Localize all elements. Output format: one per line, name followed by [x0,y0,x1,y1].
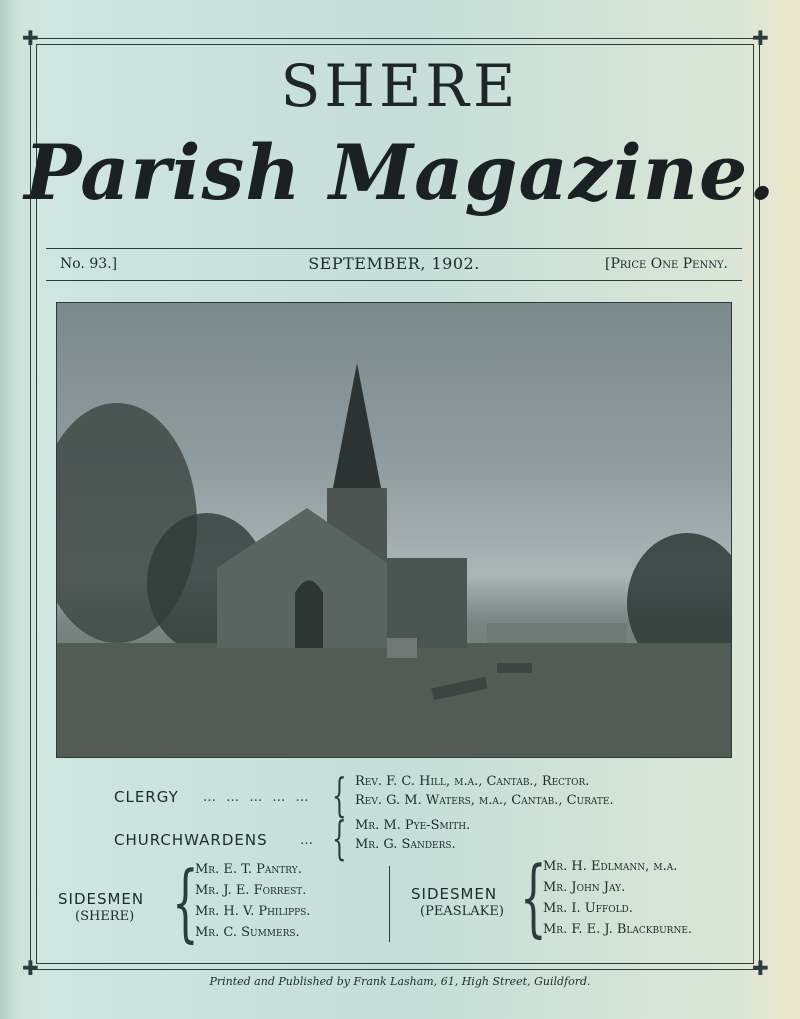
brace-icon: { [172,853,199,951]
clergy-name: Rev. G. M. Waters, m.a., Cantab., Curate. [355,793,614,808]
sidesman-name: Mr. J. E. Forrest. [195,883,307,898]
leader-dots: … … … … … [203,790,312,805]
sidesman-name: Mr. H. V. Philipps. [195,904,311,919]
sidesman-name: Mr. H. Edlmann, m.a. [543,859,678,874]
corner-ornament-icon: ✚ [752,956,769,980]
issue-info [46,252,742,278]
leader-dots: … [300,833,316,848]
clergy-label: CLERGY [114,788,179,806]
masthead-shere: SHERE [280,52,520,120]
church-illustration [57,303,731,757]
masthead-title: Parish Magazine. [24,128,776,217]
corner-ornament-icon: ✚ [22,956,39,980]
column-divider [389,866,390,942]
sidesmen-shere-label: SIDESMEN [58,890,145,908]
issue-date: SEPTEMBER, 1902. [308,254,480,273]
church-photograph [56,302,732,758]
divider [46,280,742,281]
sidesman-name: Mr. John Jay. [543,880,626,895]
brace-icon: { [520,848,547,946]
sidesmen-peaslake-location: (PEASLAKE) [420,904,504,919]
brace-icon: { [332,811,347,865]
churchwarden-name: Mr. G. Sanders. [355,837,456,852]
corner-ornament-icon: ✚ [752,26,769,50]
brace-icon: { [332,768,347,822]
issue-number: No. 93.] [60,256,118,272]
sidesman-name: Mr. F. E. J. Blackburne. [543,922,693,937]
sidesman-name: Mr. I. Uffold. [543,901,633,916]
sidesman-name: Mr. E. T. Pantry. [195,862,302,877]
churchwardens-label: CHURCHWARDENS [114,831,268,849]
churchwarden-name: Mr. M. Pye-Smith. [355,818,471,833]
clergy-name: Rev. F. C. Hill, m.a., Cantab., Rector. [355,774,590,789]
corner-ornament-icon: ✚ [22,26,39,50]
printer-imprint: Printed and Published by Frank Lasham, 61, High Street, Guildford. [209,975,591,988]
divider [46,248,742,249]
sidesmen-shere-location: (SHERE) [75,909,135,924]
issue-price: [Price One Penny. [604,256,728,272]
sidesman-name: Mr. C. Summers. [195,925,300,940]
sidesmen-peaslake-label: SIDESMEN [411,885,498,903]
